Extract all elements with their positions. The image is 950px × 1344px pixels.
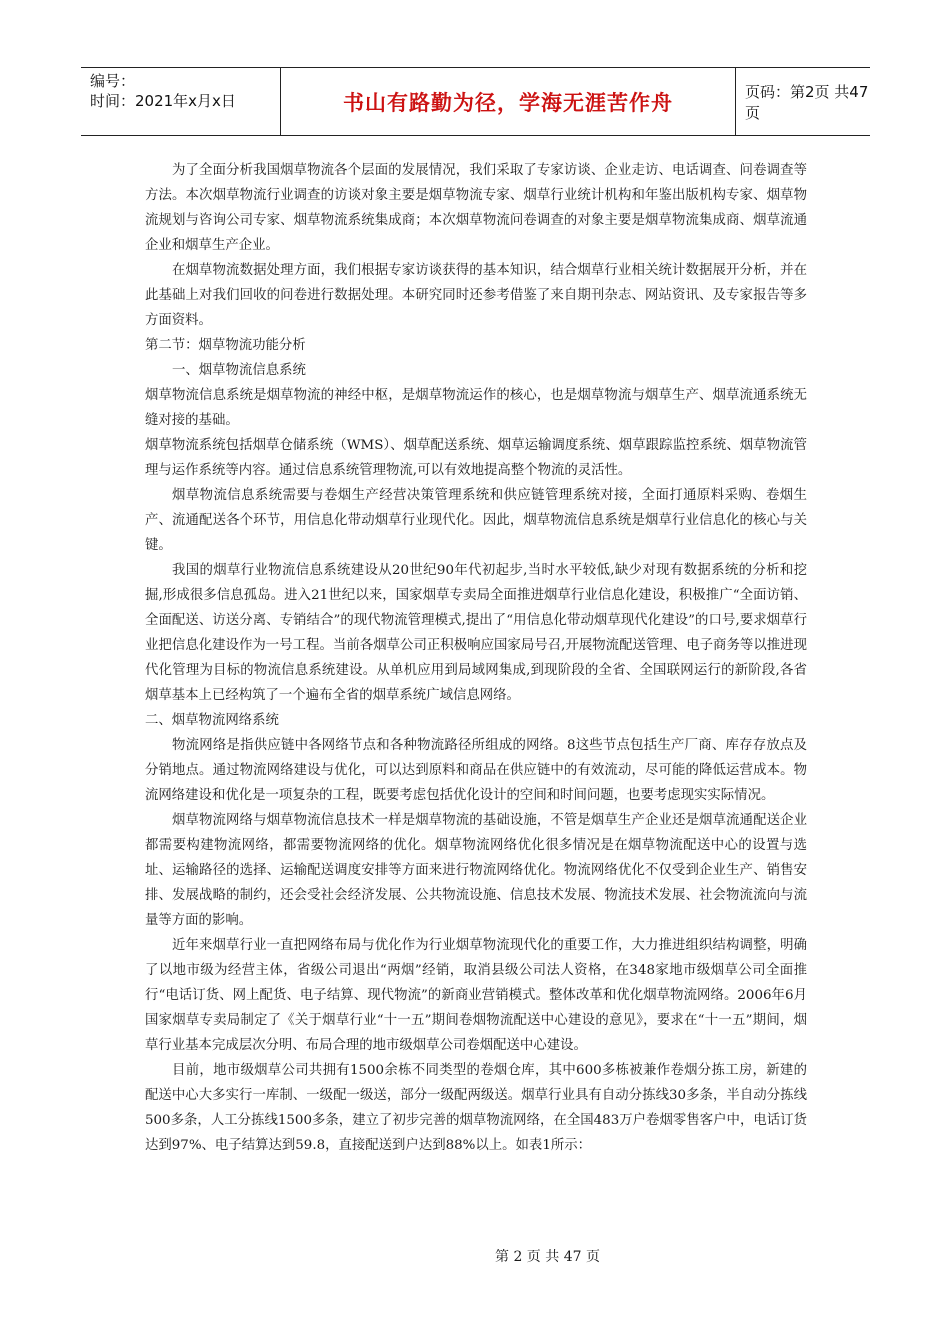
header-meta [81, 68, 281, 135]
paragraph: 烟草物流网络与烟草物流信息技术一样是烟草物流的基础设施，不管是烟草生产企业还是烟草流通配送企业都需要构建物流网络，都需要物流网络的优化。烟草物流网络优化很多情况是在烟草物流配送中心的设置与选址、运输路径的选择、运输配送调度安排等方面来进行物流网络优化。物流网络优化不仅受到企业生产、销售安排、发展战略的制约，还会受社会经济发展、公共物流设施、信息技术发展、物流技术发展、社会物流流向与流量等方面的影响。 [145, 813, 807, 928]
paragraph: 烟草物流信息系统需要与卷烟生产经营决策管理系统和供应链管理系统对接，全面打通原料采购、卷烟生产、流通配送各个环节，用信息化带动烟草行业现代化。因此，烟草物流信息系统是烟草行业信息化的核心与关键。 [145, 488, 807, 553]
subsection-heading: 二、烟草物流网络系统 [145, 713, 279, 728]
document-number-label: 编号： [90, 72, 136, 90]
paragraph: 物流网络是指供应链中各网络节点和各种物流路径所组成的网络。8这些节点包括生产厂商、库存存放点及分销地点。通过物流网络建设与优化，可以达到原料和商品在供应链中的有效流动，尽可能的降低运营成本。物流网络建设和优化是一项复杂的工程，既要考虑包括优化设计的空间和时间问题，也要考虑现实实际情况。 [145, 738, 807, 803]
subsection-heading: 一、烟草物流信息系统 [172, 363, 306, 378]
paragraph: 烟草物流系统包括烟草仓储系统（WMS）、烟草配送系统、烟草运输调度系统、烟草跟踪监控系统、烟草物流管理与运作系统等内容。通过信息系统管理物流,可以有效地提高整个物流的灵活性。 [145, 438, 807, 478]
paragraph: 为了全面分析我国烟草物流各个层面的发展情况，我们采取了专家访谈、企业走访、电话调查、问卷调查等方法。本次烟草物流行业调查的访谈对象主要是烟草物流专家、烟草行业统计机构和年鉴出版机构专家、烟草物流规划与咨询公司专家、烟草物流系统集成商；本次烟草物流问卷调查的对象主要是烟草物流集成商、烟草流通企业和烟草生产企业。 [145, 163, 807, 253]
header-motto: 书山有路勤为径，学海无涯苦作舟 [281, 68, 736, 135]
page-footer: 第 2 页 共 47 页 [495, 1249, 600, 1265]
header-page-info: 页码：第2页 共47页 [745, 82, 869, 122]
paragraph: 在烟草物流数据处理方面，我们根据专家访谈获得的基本知识，结合烟草行业相关统计数据展开分析，并在此基础上对我们回收的问卷进行数据处理。本研究同时还参考借鉴了来自期刊杂志、网站资讯、及专家报告等多方面资料。 [145, 263, 807, 328]
paragraph: 我国的烟草行业物流信息系统建设从20世纪90年代初起步,当时水平较低,缺少对现有数据系统的分析和挖掘,形成很多信息孤岛。进入21世纪以来，国家烟草专卖局全面推进烟草行业信息化建设，积极推广“全面访销、全面配送、访送分离、专销结合”的现代物流管理模式,提出了“用信息化带动烟草现代化建设”的口号,要求烟草行业把信息化建设作为一号工程。当前各烟草公司正积极响应国家局号召,开展物流配送管理、电子商务等以推进现代化管理为目标的物流信息系统建设。从单机应用到局域网集成,到现阶段的全省、全国联网运行的新阶段,各省烟草基本上已经构筑了一个遍布全省的烟草系统广域信息网络。 [145, 563, 807, 703]
paragraph: 目前，地市级烟草公司共拥有1500余栋不同类型的卷烟仓库，其中600多栋被兼作卷烟分拣工房，新建的配送中心大多实行一库制、一级配一级送，部分一级配两级送。烟草行业具有自动分拣线30多条，半自动分拣线500多条，人工分拣线1500多条，建立了初步完善的烟草物流网络，在全国483万户卷烟零售客户中，电话订货达到97%、电子结算达到59.8，直接配送到户达到88%以上。如表1所示： [145, 1063, 807, 1153]
document-body [145, 158, 807, 1158]
paragraph: 烟草物流信息系统是烟草物流的神经中枢，是烟草物流运作的核心，也是烟草物流与烟草生产、烟草流通系统无缝对接的基础。 [145, 388, 807, 428]
paragraph: 近年来烟草行业一直把网络布局与优化作为行业烟草物流现代化的重要工作，大力推进组织结构调整，明确了以地市级为经营主体，省级公司退出“两烟”经销，取消县级公司法人资格，在348家地市级烟草公司全面推行“电话订货、网上配货、电子结算、现代物流”的新商业营销模式。整体改革和优化烟草物流网络。2006年6月国家烟草专卖局制定了《关于烟草行业“十一五”期间卷烟物流配送中心建设的意见》，要求在“十一五”期间，烟草行业基本完成层次分明、布局合理的地市级烟草公司卷烟配送中心建设。 [145, 938, 807, 1053]
document-date: 时间：2021年x月x日 [90, 92, 236, 110]
page-header [81, 67, 870, 136]
section-heading: 第二节：烟草物流功能分析 [145, 338, 306, 353]
